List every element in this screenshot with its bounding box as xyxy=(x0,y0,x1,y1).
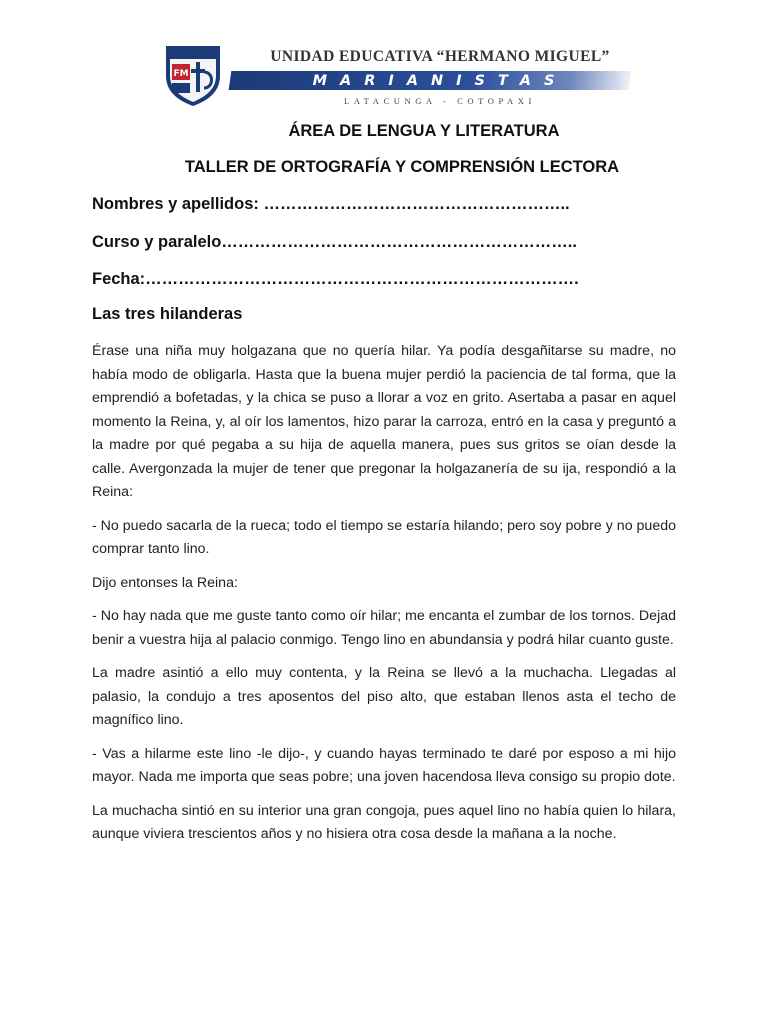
story-title: Las tres hilanderas xyxy=(92,305,243,323)
subject-area-title: ÁREA DE LENGUA Y LITERATURA xyxy=(288,122,560,140)
brand-name: MARIANISTAS xyxy=(312,73,568,89)
school-location: LATACUNGA - COTOPAXI xyxy=(344,96,536,106)
workshop-title: TALLER DE ORTOGRAFÍA Y COMPRENSIÓN LECTORA xyxy=(184,158,620,176)
svg-text:FM: FM xyxy=(173,69,189,79)
story-paragraph: La muchacha sintió en su interior una gran congoja, pues aquel lino no había quien lo hilara, aunque viviera trescientos años y no hisiera otra cosa desde la mañana a la noche. xyxy=(92,802,676,842)
date-field: Fecha:……………………………………………………………………. xyxy=(92,270,579,288)
course-field: Curso y paralelo……………………………………………………….. xyxy=(92,233,577,251)
names-field: Nombres y apellidos: ……………………………………………….. xyxy=(92,195,570,213)
story-body xyxy=(92,340,676,857)
school-crest-logo xyxy=(160,42,226,108)
school-name: UNIDAD EDUCATIVA “HERMANO MIGUEL” xyxy=(270,48,610,65)
story-paragraph: La madre asintió a ello muy contenta, y la Reina se llevó a la muchacha. Llegadas al palasio, la condujo a tres aposentos del piso alto, que estaban llenos asta el techo de magnífico lino. xyxy=(92,665,676,728)
story-paragraph: Érase una niña muy holgazana que no quería hilar. Ya podía desgañitarse su madre, no había modo de obligarla. Hasta que la buena mujer perdió la paciencia de tal forma, que la emprendió a bofetadas, y la chica se puso a llorar a voz en grito. Asertaba a pasar en aquel momento la Reina, y, al oír los lamentos, hizo parar la carroza, entró en la casa y preguntó a la madre por qué pegaba a su hija de aquella manera, pues sus gritos se oían desde la calle. Avergonzada la mujer de tener que pregonar la holgazanería de su ija, respondió a la Reina: xyxy=(92,343,676,500)
story-paragraph: - No puedo sacarla de la rueca; todo el tiempo se estaría hilando; pero soy pobre y no puedo comprar tanto lino. xyxy=(92,517,676,557)
story-paragraph: - Vas a hilarme este lino -le dijo-, y cuando hayas terminado te daré por esposo a mi hijo mayor. Nada me importa que seas pobre; una joven hacendosa lleva consigo su propio dote. xyxy=(92,745,676,785)
school-header xyxy=(160,42,630,112)
story-paragraph: Dijo entonses la Reina: xyxy=(92,574,238,591)
story-paragraph: - No hay nada que me guste tanto como oír hilar; me encanta el zumbar de los tornos. Dejad benir a vuestra hija al palacio conmigo. Tengo lino en abundansia y podrá hilar cuanto guste. xyxy=(92,608,676,648)
